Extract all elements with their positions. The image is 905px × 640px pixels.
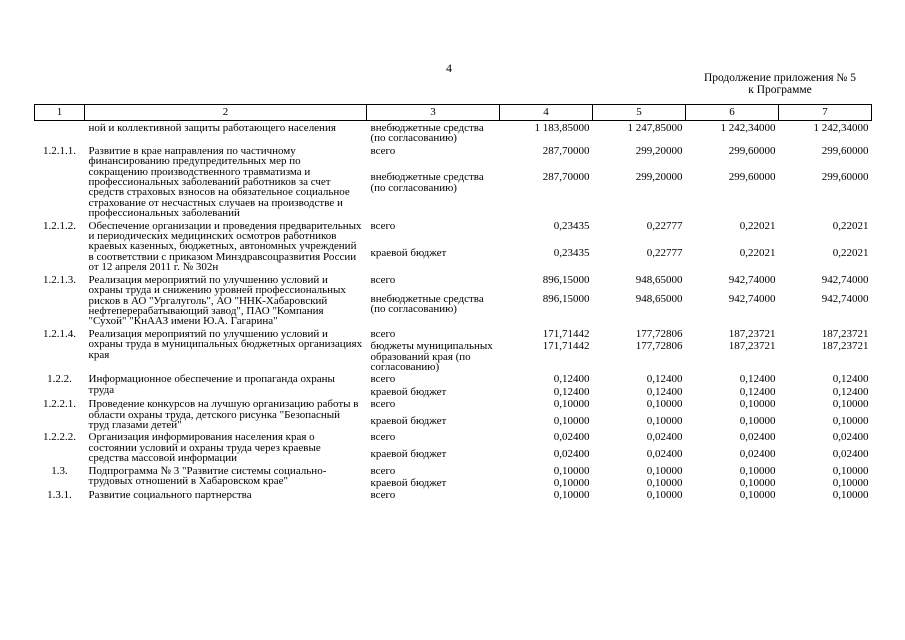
item-number: 1.2.1.3. [43, 273, 76, 286]
table-row [35, 327, 872, 339]
year-value: 0,02400 [739, 447, 776, 460]
item-name: ной и коллективной защиты работающего населения [88, 122, 336, 134]
column-header: 3 [367, 105, 500, 121]
year-value: 0,10000 [832, 477, 869, 489]
year-value: 0,02400 [832, 447, 869, 460]
funding-source: краевой бюджет [370, 477, 447, 489]
year-value: 0,10000 [739, 489, 776, 502]
item-number: 1.2.2.1. [43, 398, 76, 411]
program-table [34, 104, 872, 501]
year-value: 0,22021 [739, 246, 776, 259]
year-value: 0,10000 [646, 489, 683, 502]
item-number: 1.2.1.1. [43, 144, 76, 157]
year-value: 0,10000 [553, 464, 590, 477]
year-value: 0,23435 [553, 219, 590, 232]
year-value: 0,12400 [832, 385, 869, 398]
year-value: 299,60000 [728, 171, 776, 184]
funding-source: внебюджетные средства (по согласованию) [370, 292, 484, 316]
year-value: 299,60000 [728, 144, 776, 157]
year-value: 942,74000 [728, 292, 776, 305]
year-value: 0,02400 [553, 431, 590, 444]
year-value: 0,02400 [832, 431, 869, 444]
funding-source: всего [370, 431, 396, 444]
year-value: 0,10000 [739, 414, 776, 427]
item-number: 1.3.1. [47, 489, 72, 502]
item-name: Реализация мероприятий по улучшению условий и охраны труда в муниципальных бюджетных организациях края [88, 327, 363, 361]
year-value: 0,12400 [739, 373, 776, 386]
year-value: 187,23721 [728, 340, 776, 353]
column-header: 7 [779, 105, 872, 121]
year-value: 287,70000 [542, 171, 590, 184]
column-header: 5 [593, 105, 686, 121]
item-number: 1.2.1.4. [43, 327, 76, 340]
year-value: 0,22021 [832, 219, 869, 232]
year-value: 1 247,85000 [627, 122, 683, 134]
year-value: 1 183,85000 [534, 122, 590, 134]
table-row [35, 397, 872, 414]
column-header: 2 [85, 105, 367, 121]
year-value: 171,71442 [542, 340, 590, 353]
item-number: 1.2.2.2. [43, 431, 76, 444]
year-value: 0,10000 [832, 489, 869, 502]
item-name: Проведение конкурсов на лучшую организацию работы в области охраны труда, детского рисунка "Безопасный труд глазами детей" [88, 398, 359, 431]
funding-source: всего [370, 373, 396, 386]
year-value: 942,74000 [821, 273, 869, 286]
funding-source: краевой бюджет [370, 447, 447, 460]
funding-source: всего [370, 219, 396, 232]
appendix-caption [690, 72, 870, 96]
year-value: 299,60000 [821, 171, 869, 184]
year-value: 896,15000 [542, 292, 590, 305]
year-value: 1 242,34000 [813, 122, 869, 134]
funding-source: всего [370, 489, 396, 502]
year-value: 0,10000 [832, 398, 869, 411]
year-value: 948,65000 [635, 292, 683, 305]
item-name: Организация информирования населения края о состоянии условий и охраны труда через краевые средства массовой информации [88, 431, 321, 465]
year-value: 896,15000 [542, 273, 590, 286]
item-name: Информационное обеспечение и пропаганда охраны труда [88, 373, 335, 396]
year-value: 299,60000 [821, 144, 869, 157]
table-row [35, 144, 872, 170]
year-value: 0,10000 [739, 464, 776, 477]
year-value: 0,12400 [646, 385, 683, 398]
table-row [35, 430, 872, 447]
table-row [35, 372, 872, 384]
year-value: 0,10000 [553, 414, 590, 427]
year-value: 0,10000 [832, 464, 869, 477]
page-number: 4 [446, 61, 452, 75]
table-row [35, 464, 872, 476]
table-body [35, 121, 872, 501]
year-value: 0,02400 [739, 431, 776, 444]
funding-source: всего [370, 144, 396, 157]
year-value: 0,10000 [646, 414, 683, 427]
item-name: Подпрограмма № 3 "Развитие системы социально-трудовых отношений в Хабаровском крае" [88, 464, 327, 487]
year-value: 0,02400 [646, 447, 683, 460]
table-row [35, 219, 872, 246]
year-value: 0,02400 [646, 431, 683, 444]
column-number-row [35, 105, 872, 121]
year-value: 0,22777 [646, 219, 683, 232]
year-value: 0,12400 [739, 385, 776, 398]
funding-source: внебюджетные средства (по согласованию) [370, 122, 484, 145]
funding-source: бюджеты муниципальных образований края (по согласованию) [370, 340, 493, 373]
year-value: 0,10000 [739, 477, 776, 489]
funding-source: краевой бюджет [370, 246, 447, 259]
item-number [35, 121, 85, 144]
year-value: 0,02400 [553, 447, 590, 460]
year-value: 0,10000 [646, 477, 683, 489]
year-value: 0,12400 [646, 373, 683, 386]
table-row [35, 273, 872, 292]
table-row [35, 488, 872, 500]
year-value: 0,10000 [739, 398, 776, 411]
item-name: Развитие социального партнерства [88, 489, 252, 502]
year-value: 1 242,34000 [720, 122, 776, 134]
year-value: 0,22021 [832, 246, 869, 259]
year-value: 187,23721 [821, 327, 869, 340]
year-value: 0,22021 [739, 219, 776, 232]
column-header: 4 [500, 105, 593, 121]
item-name: Развитие в крае направления по частичному финансированию предупредительных мер по сокращению производственного травматизма и профессиональных заболеваний работников за счет средств страховых взносов на обязательное социальное страхование от несчастных случаев на производстве и профессиональных заболеваний [88, 144, 350, 220]
year-value: 0,10000 [832, 414, 869, 427]
year-value: 0,10000 [553, 398, 590, 411]
funding-source: всего [370, 398, 396, 411]
year-value: 948,65000 [635, 273, 683, 286]
column-header: 6 [686, 105, 779, 121]
year-value: 0,23435 [553, 246, 590, 259]
funding-source: всего [370, 327, 396, 340]
item-name: Реализация мероприятий по улучшению условий и охраны труда и снижению уровней профессиональных рисков в АО "Ургалуголь", АО "ННК-Хабаровский нефтеперерабатывающий завод", ПАО "Компания "Сухой" "КнААЗ имени Ю.А. Гагарина" [88, 273, 346, 328]
item-number: 1.2.1.2. [43, 219, 76, 232]
funding-source: всего [370, 464, 396, 477]
item-number: 1.3. [51, 464, 68, 477]
funding-source: внебюджетные средства (по согласованию) [370, 171, 484, 194]
year-value: 0,10000 [553, 489, 590, 502]
year-value: 0,10000 [553, 477, 590, 489]
year-value: 177,72806 [635, 327, 683, 340]
year-value: 187,23721 [821, 340, 869, 353]
year-value: 0,10000 [646, 398, 683, 411]
appendix-line-1: Продолжение приложения № 5 [703, 72, 857, 84]
year-value: 0,10000 [646, 464, 683, 477]
year-value: 287,70000 [542, 144, 590, 157]
year-value: 942,74000 [728, 273, 776, 286]
year-value: 171,71442 [542, 327, 590, 340]
funding-source: краевой бюджет [370, 414, 447, 427]
table-row [35, 121, 872, 144]
year-value: 0,12400 [832, 373, 869, 386]
year-value: 299,20000 [635, 144, 683, 157]
year-value: 0,22777 [646, 246, 683, 259]
year-value: 187,23721 [728, 327, 776, 340]
funding-source: краевой бюджет [370, 385, 447, 398]
year-value: 299,20000 [635, 171, 683, 184]
item-name: Обеспечение организации и проведения предварительных и периодических медицинских осмотров работников краевых казенных, бюджетных, автономных учреждений в соответствии с приказом Минздравсоцразвития России от 12 апреля 2011 г. № 302н [88, 219, 362, 274]
appendix-line-2: к Программе [748, 84, 812, 96]
item-number: 1.2.2. [47, 373, 72, 386]
year-value: 177,72806 [635, 340, 683, 353]
funding-source: всего [370, 273, 396, 286]
year-value: 942,74000 [821, 292, 869, 305]
year-value: 0,12400 [553, 373, 590, 386]
column-header: 1 [35, 105, 85, 121]
year-value: 0,12400 [553, 385, 590, 398]
